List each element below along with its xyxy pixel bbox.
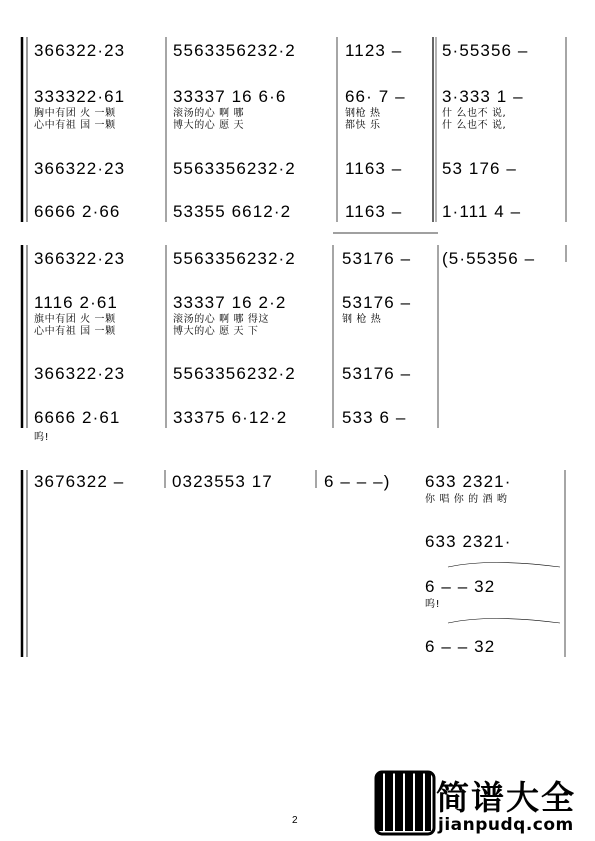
s1-staff1-m1: 366322·23 — [34, 41, 126, 60]
page-number: 2 — [292, 815, 298, 826]
s2-staff2-m1: 1116 2·61 — [34, 293, 118, 312]
s3-staff1-m4: 633 2321· — [425, 472, 512, 491]
s1-staff3-m3: 1163 – — [345, 159, 403, 178]
s2-staff4-m2: 33375 6·12·2 — [173, 408, 288, 427]
s1-staff3-m1: 366322·23 — [34, 159, 126, 178]
s1-lyric2-m1: 心中有祖 国 一颗 — [34, 120, 116, 131]
s3-staff1-m2: 0323553 17 — [172, 472, 273, 491]
s2-staff4-m3: 533 6 – — [342, 408, 407, 427]
s2-staff3-m2: 5563356232·2 — [173, 364, 296, 383]
s1-staff4-m2: 53355 6612·2 — [173, 202, 292, 221]
s1-staff2-m2: 33337 16 6·6 — [173, 87, 287, 106]
s2-staff1-m1: 366322·23 — [34, 249, 126, 268]
s3-lyric3-m1: 呜! — [425, 599, 441, 610]
s2-staff2-m3: 53176 – — [342, 293, 412, 312]
s1-lyric1-m2: 滚汤的心 啊 哪 — [173, 108, 245, 119]
s1-staff1-m2: 5563356232·2 — [173, 41, 296, 60]
s1-staff3-m2: 5563356232·2 — [173, 159, 296, 178]
s1-staff2-m4: 3·333 1 – — [442, 87, 524, 106]
s1-lyric1-m3: 钢枪 热 — [345, 108, 381, 119]
watermark-name: 简谱大全 — [436, 778, 576, 817]
s1-staff2-m3: 66· 7 – — [345, 87, 406, 106]
s1-lyric2-m3: 都快 乐 — [345, 120, 381, 131]
s1-staff2-m1: 333322·61 — [34, 87, 126, 106]
s3-staff4-m1: 6 – – 32 — [425, 637, 496, 656]
s2-lyric1-m1: 旗中有团 火 一颗 — [34, 314, 116, 325]
s3-staff3-m1: 6 – – 32 — [425, 577, 496, 596]
s3-staff1-m3: 6 – – –) — [324, 472, 391, 491]
s2-staff2-m2: 33337 16 2·2 — [173, 293, 287, 312]
s3-staff2-m1: 633 2321· — [425, 532, 512, 551]
s3-staff1-m1: 3676322 – — [34, 472, 125, 491]
s1-lyric1-m4: 什 么也不 说, — [442, 108, 507, 119]
s1-staff1-m4: 5·55356 – — [442, 41, 529, 60]
s3-lyric1-m4: 你 唱 你 的 酒 哟 — [425, 494, 508, 505]
s2-staff1-m4: (5·55356 – — [442, 249, 536, 268]
s2-staff1-m2: 5563356232·2 — [173, 249, 296, 268]
s2-staff1-m3: 53176 – — [342, 249, 412, 268]
s1-staff4-m3: 1163 – — [345, 202, 403, 221]
s1-staff1-m3: 1123 – — [345, 41, 403, 60]
watermark-url: jianpudq.com — [438, 815, 574, 835]
s2-lyric3-m1: 呜! — [34, 432, 50, 443]
s2-lyric1-m3: 钢 枪 热 — [342, 314, 382, 325]
s2-staff3-m1: 366322·23 — [34, 364, 126, 383]
s2-staff3-m3: 53176 – — [342, 364, 412, 383]
s2-lyric2-m2: 博大的心 愿 天 下 — [173, 326, 259, 337]
s2-lyric2-m1: 心中有祖 国 一颗 — [34, 326, 116, 337]
s1-staff3-m4: 53 176 – — [442, 159, 517, 178]
s2-lyric1-m2: 滚汤的心 啊 哪 得这 — [173, 314, 270, 325]
s2-staff4-m1: 6666 2·61 — [34, 408, 121, 427]
s1-lyric2-m4: 什 么也不 说, — [442, 120, 507, 131]
s1-lyric2-m2: 博大的心 愿 天 — [173, 120, 245, 131]
s1-staff4-m4: 1·111 4 – — [442, 202, 522, 221]
s1-lyric1-m1: 胸中有团 火 一颗 — [34, 108, 116, 119]
s1-staff4-m1: 6666 2·66 — [34, 202, 121, 221]
